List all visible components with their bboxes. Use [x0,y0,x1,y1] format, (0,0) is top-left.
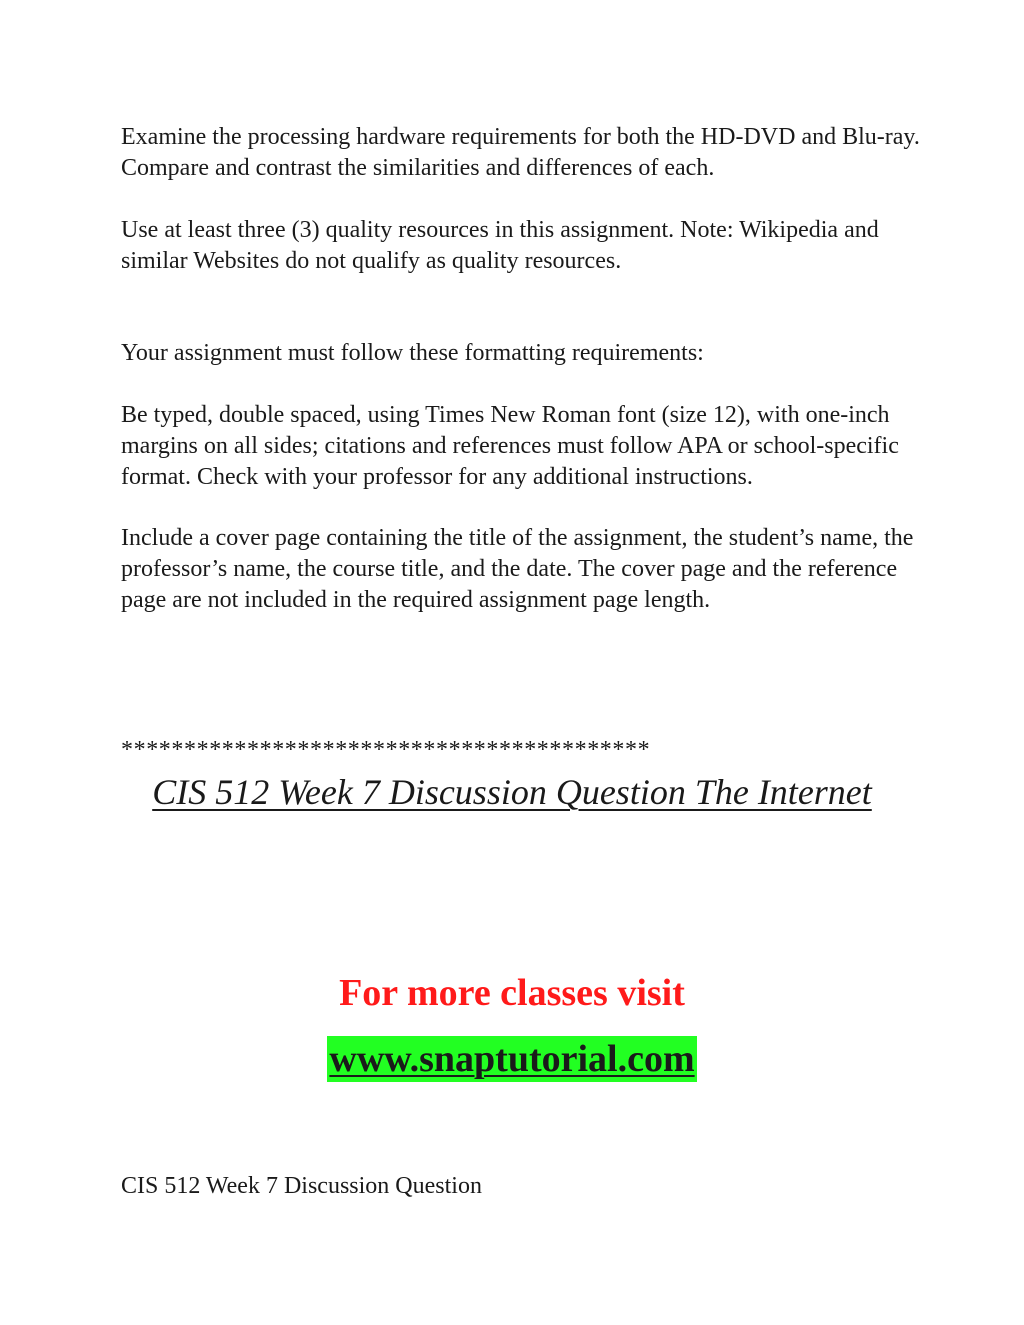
separator-stars: ****************************************** [121,737,651,763]
paragraph-examine: Examine the processing hardware requirements for both the HD-DVD and Blu-ray. Compare and contrast the similarities and differences of each. [121,124,920,181]
paragraph-resources: Use at least three (3) quality resources in this assignment. Note: Wikipedia and similar Websites do not qualify as quality resources. [121,217,879,274]
paragraph-formatting-intro: Your assignment must follow these formatting requirements: [121,340,704,366]
paragraph-typed-requirements: Be typed, double spaced, using Times New Roman font (size 12), with one-inch margins on all sides; citations and references must follow APA or school-specific format. Check with your professor for any additional instructions. [121,402,899,490]
paragraph-cover-page: Include a cover page containing the title of the assignment, the student’s name, the professor’s name, the course title, and the date. The cover page and the reference page are not included in the required assignment page length. [121,525,914,613]
promo-text: For more classes visit [339,972,685,1014]
link-container [0,1036,1024,1082]
discussion-heading: CIS 512 Week 7 Discussion Question The Internet [152,772,872,812]
footer-course-line: CIS 512 Week 7 Discussion Question [121,1173,482,1199]
snaptutorial-link[interactable]: www.snaptutorial.com [329,1038,695,1080]
